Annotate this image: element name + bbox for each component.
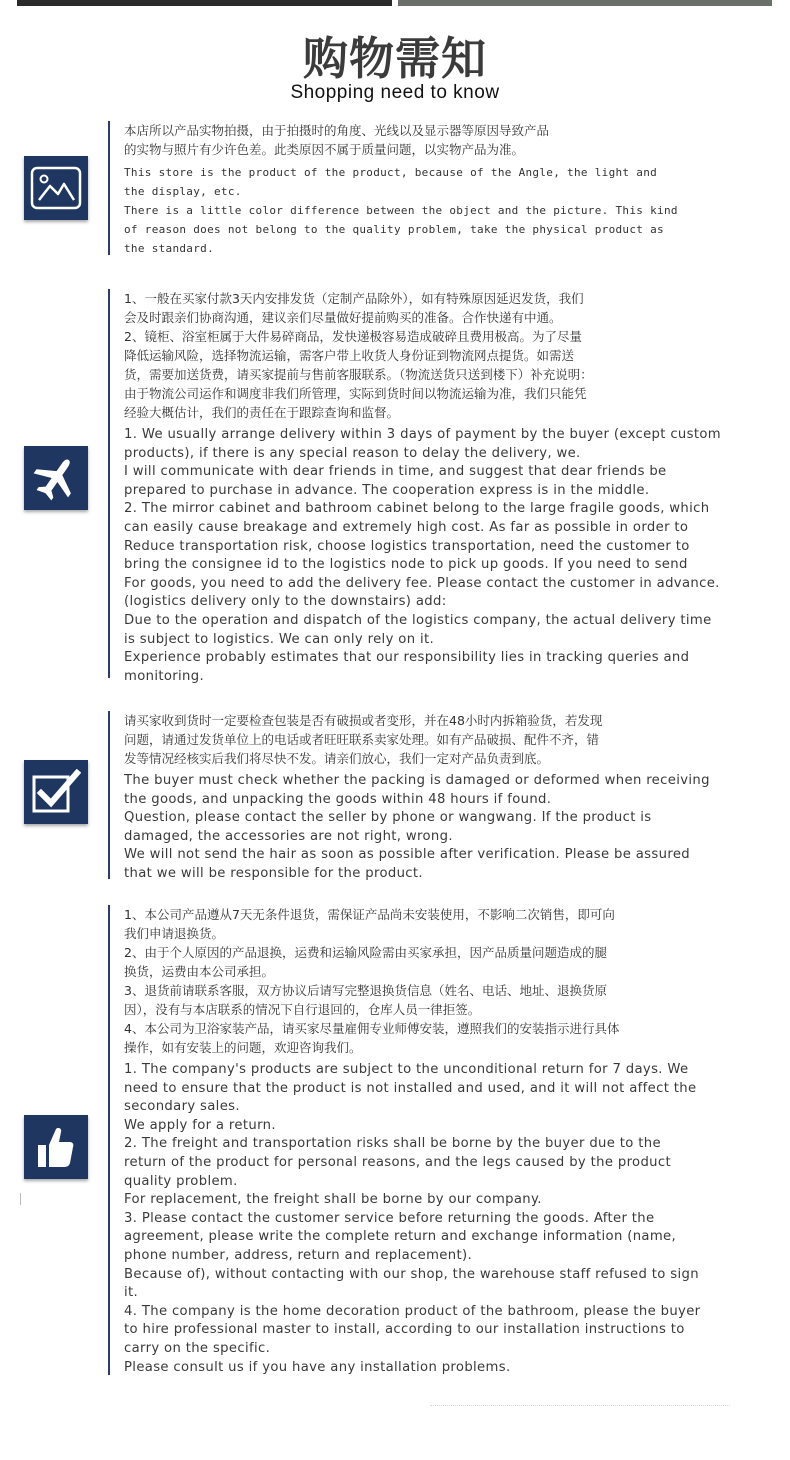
divider-tick: [20, 1193, 21, 1205]
top-banner-left: [17, 0, 392, 6]
section-text-en: 1. The company's products are subject to the unconditional return for 7 days. We need to ensure that the product is not installed and used, and it will not affect the secondary sales. We apply for a return. 2. The freight and transportation risks shall be borne by the buyer due to the return of the product for personal reasons, and the legs caused by the product quality problem. For replacement, the freight shall be borne by our company. 3. Please contact the customer service before returning the goods. After the agreement, please write the complete return and exchange information (name, phone number, address, return and replacement). Because of), without contacting with our shop, the warehouse staff refused to sign it. 4. The company is the home decoration product of the bathroom, please the buyer to hire professional master to install, according to our installation instructions to carry on the specific. Please consult us if you have any installation problems.: [124, 1062, 701, 1375]
section-text-cn: 1、一般在买家付款3天内安排发货（定制产品除外），如有特殊原因延迟发货，我们 会及时跟亲们协商沟通，建议亲们尽量做好提前购买的准备。合作快递有中通。 2、镜柜、浴室柜属于大件易碎商品，发快递极容易造成破碎且费用极高。为了尽量 降低运输风险，选择物流运输，需客户带上收货人身份证到物流网点提货。如需送 货，需要加送货费，请买家提前与售前客服联系。（物流送货只送到楼下）补充说明： 由于物流公司运作和调度非我们所管理，实际到货时间以物流运输为准，我们只能凭 经验大概估计，我们的责任在于跟踪查询和监督。: [124, 291, 593, 420]
section-text-en: This store is the product of the product, because of the Angle, the light and the display, etc. There is a little color difference between the object and the picture. This kind of reason does not belong to the quality problem, take the physical product as the standard.: [124, 166, 678, 255]
checkmark-icon: [24, 760, 88, 824]
footer-dotted-rule: [430, 1405, 730, 1407]
notice-section-inspection: [108, 711, 710, 879]
notice-section-color-difference: [108, 121, 678, 255]
section-text-cn: 请买家收到货时一定要检查包装是否有破损或者变形，并在48小时内拆箱验货，若发现 问题，请通过发货单位上的电话或者旺旺联系卖家处理。如有产品破损、配件不齐，错 发等情况经核实后我们将尽快不发。请亲们放心，我们一定对产品负责到底。: [124, 713, 603, 766]
page-subtitle: Shopping need to know: [290, 82, 500, 103]
photo-icon: [24, 156, 88, 220]
section-text-en: The buyer must check whether the packing is damaged or deformed when receiving the goods, and unpacking the goods within 48 hours if found. Question, please contact the seller by phone or wangwang. If the product is damaged, the accessories are not right, wrong. We will not send the hair as soon as possible after verification. Please be assured that we will be responsible for the product.: [124, 773, 710, 881]
notice-section-delivery: [108, 289, 721, 684]
section-text-cn: 1、本公司产品遵从7天无条件退货，需保证产品尚未安装使用，不影响二次销售，即可向 我们申请退换货。 2、由于个人原因的产品退换，运费和运输风险需由买家承担，因产品质量问题造成的腿 换货，运费由本公司承担。 3、退货前请联系客服，双方协议后请写完整退换货信息（姓名、电话、地址、退换货原 因），没有与本店联系的情况下自行退回的，仓库人员一律拒签。 4、本公司为卫浴家装产品，请买家尽量雇佣专业师傅安装，遵照我们的安装指示进行具体 操作，如有安装上的问题，欢迎咨询我们。: [124, 907, 620, 1055]
page-title: 购物需知: [302, 32, 487, 85]
section-text-en: 1. We usually arrange delivery within 3 days of payment by the buyer (except custom products), if there is any special reason to delay the delivery, we. I will communicate with dear friends in time, and suggest that dear friends be prepared to purchase in advance. The cooperation express is in the middle. 2. The mirror cabinet and bathroom cabinet belong to the large fragile goods, which can easily cause breakage and extremely high cost. As far as possible in order to Reduce transportation risk, choose logistics transportation, need the customer to bring the consignee id to the logistics node to pick up goods. If you need to send For goods, you need to add the delivery fee. Please contact the customer in advance. (logistics delivery only to the downstairs) add: Due to the operation and dispatch of the logistics company, the actual delivery time is subject to logistics. We can only rely on it. Experience probably estimates that our responsibility lies in tracking queries and monitoring.: [124, 427, 721, 684]
section-text-cn: 本店所以产品实物拍摄，由于拍摄时的角度、光线以及显示器等原因导致产品 的实物与照片有少许色差。此类原因不属于质量问题，以实物产品为准。: [124, 123, 550, 157]
notice-section-returns: [108, 905, 700, 1375]
top-banner-right: [398, 0, 772, 6]
airplane-icon: [24, 446, 88, 510]
thumbs-up-icon: [24, 1115, 88, 1179]
